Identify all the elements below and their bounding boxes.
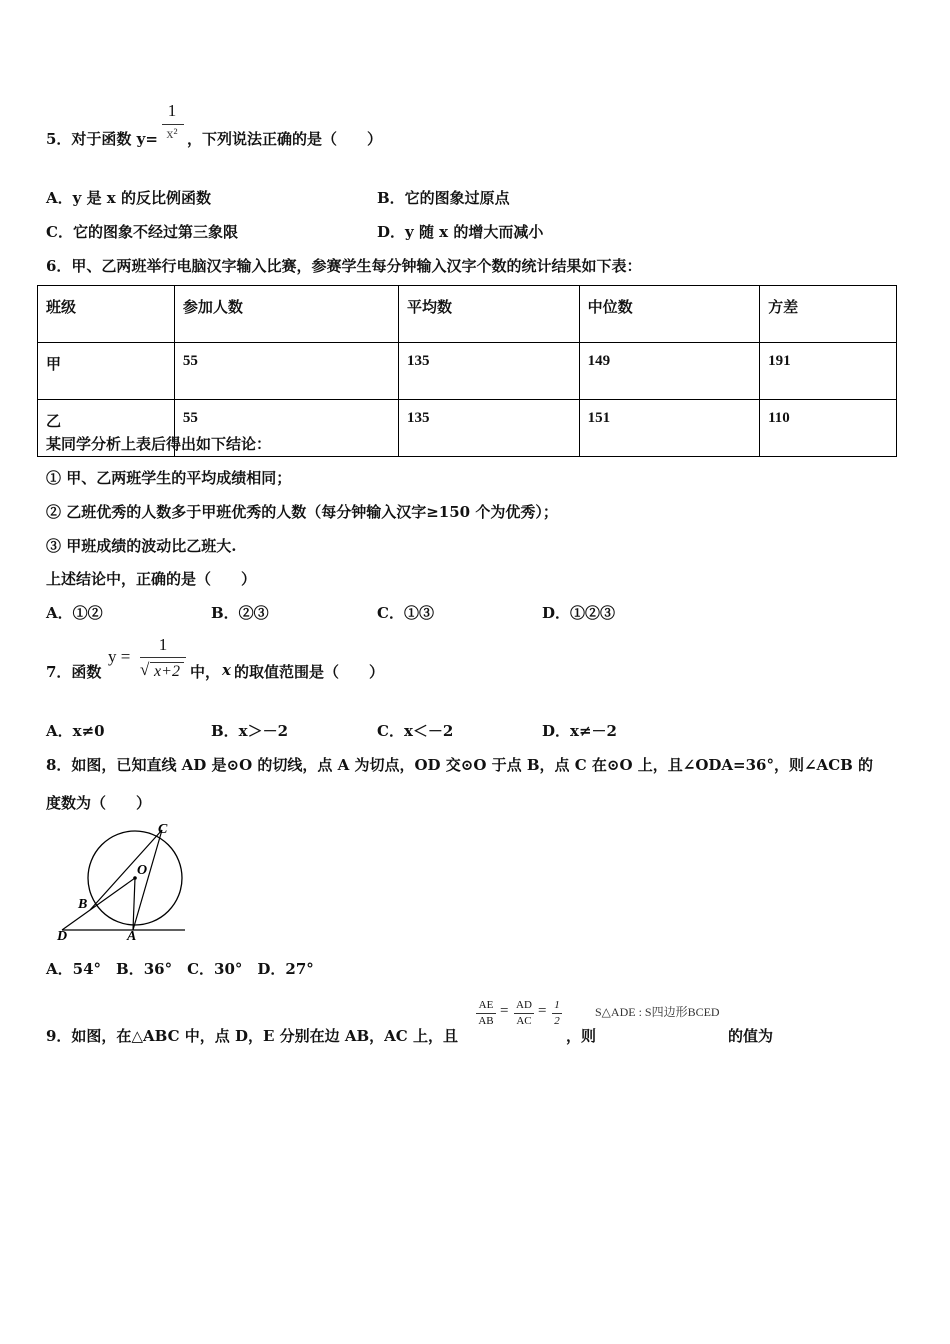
q8-options: A．54° B．36° C．30° D．27° (46, 960, 314, 978)
q5-option-b: B．它的图象过原点 (377, 189, 510, 207)
q9-ratio2-num: AD (516, 999, 532, 1011)
table-cell: 55 (174, 343, 398, 400)
q7-numerator: 1 (158, 635, 168, 654)
q9-stem-mid: ，则 (566, 1027, 597, 1045)
table-header-cell: 方差 (760, 286, 897, 343)
q6-option-d: D．①②③ (542, 604, 616, 622)
q8-stem-line2: 度数为（ ） (46, 794, 152, 812)
line-do (62, 878, 135, 930)
q7-stem-prefix: 7．函数 (46, 663, 102, 681)
q6-lead: 某同学分析上表后得出如下结论： (46, 435, 272, 453)
q9-ratio2-bar (514, 1013, 534, 1014)
q9-ratio2-den: AC (516, 1015, 532, 1027)
table-header-cell: 班级 (38, 286, 175, 343)
table-cell: 甲 (38, 343, 175, 400)
q6-stem: 6．甲、乙两班举行电脑汉字输入比赛，参赛学生每分钟输入汉字个数的统计结果如下表： (46, 257, 642, 275)
q7-option-b: B．x＞－2 (211, 722, 289, 740)
table-cell: 191 (760, 343, 897, 400)
q7-fraction-bar (140, 657, 186, 658)
label-b: B (78, 897, 88, 912)
q6-conclusion-1: ① 甲、乙两班学生的平均成绩相同； (46, 469, 292, 487)
q7-stem-mid: 中， (190, 663, 221, 681)
q6-option-a: A．①② (46, 604, 103, 622)
q9-stem-suffix: 的值为 (728, 1027, 774, 1045)
q7-option-d: D．x≠－2 (542, 722, 617, 740)
table-header-cell: 平均数 (399, 286, 580, 343)
table-cell: 151 (579, 400, 760, 457)
q5-numerator: 1 (167, 101, 177, 120)
q9-ratio1-bar (476, 1013, 496, 1014)
label-a: A (127, 929, 137, 943)
line-ac (133, 830, 162, 930)
q9-ratio3-bar (552, 1013, 562, 1014)
table-cell: 135 (399, 343, 580, 400)
q7-option-a: A．x≠0 (46, 722, 105, 740)
q6-option-c: C．①③ (377, 604, 434, 622)
table-cell: 135 (399, 400, 580, 457)
q9-ratio1-den: AB (478, 1015, 494, 1027)
q9-ratio3-num: 1 (554, 999, 560, 1011)
q9-ratio1-num: AE (478, 999, 494, 1011)
label-d: D (57, 929, 68, 943)
label-o: O (137, 863, 148, 878)
q5-fraction-bar (162, 124, 184, 125)
label-c: C (158, 822, 168, 837)
table-cell: 149 (579, 343, 760, 400)
q9-stem-prefix: 9．如图，在△ABC 中，点 D，E 分别在边 AB，AC 上，且 (46, 1027, 458, 1045)
q6-stats-table (37, 285, 897, 457)
q7-denominator: x+2 (154, 663, 180, 680)
q9-ratio3-den: 2 (554, 1015, 560, 1027)
q7-formula-lhs: y = (108, 647, 131, 666)
q6-question: 上述结论中，正确的是（ ） (46, 570, 257, 588)
sqrt-icon: √ (140, 660, 150, 679)
q6-conclusion-3: ③ 甲班成绩的波动比乙班大. (46, 537, 237, 555)
q5-denominator: x² (166, 127, 178, 142)
q5-option-d: D．y 随 x 的增大而减小 (377, 223, 544, 241)
q9-area-expression: S△ADE : S四边形BCED (595, 1005, 720, 1019)
q5-stem-suffix: ，下列说法正确的是（ ） (187, 130, 383, 148)
q7-stem-suffix: 的取值范围是（ ） (234, 663, 385, 681)
q7-variable: x (222, 661, 231, 679)
q6-option-b: B．②③ (211, 604, 269, 622)
table-header-cell: 中位数 (579, 286, 760, 343)
q5-option-a: A．y 是 x 的反比例函数 (46, 189, 211, 207)
q8-stem-line1: 8．如图，已知直线 AD 是⊙O 的切线，点 A 为切点，OD 交⊙O 于点 B，点 C 在⊙O 上，且∠ODA=36°，则∠ACB 的 (46, 756, 874, 774)
table-header-row (38, 286, 897, 343)
q8-figure (50, 818, 195, 943)
table-cell: 110 (760, 400, 897, 457)
table-row (38, 343, 897, 400)
q5-stem-prefix: 5．对于函数 y= (46, 130, 158, 148)
q5-option-c: C．它的图象不经过第三象限 (46, 223, 238, 241)
table-cell: 55 (174, 400, 398, 457)
line-bc (90, 830, 162, 910)
q6-conclusion-2: ② 乙班优秀的人数多于甲班优秀的人数（每分钟输入汉字≥150 个为优秀）； (46, 503, 558, 521)
table-header-cell: 参加人数 (174, 286, 398, 343)
q9-equals-1: = (500, 1003, 509, 1019)
q9-equals-2: = (538, 1003, 547, 1019)
q7-option-c: C．x＜－2 (377, 722, 454, 740)
table-cell: 乙 (38, 400, 175, 457)
